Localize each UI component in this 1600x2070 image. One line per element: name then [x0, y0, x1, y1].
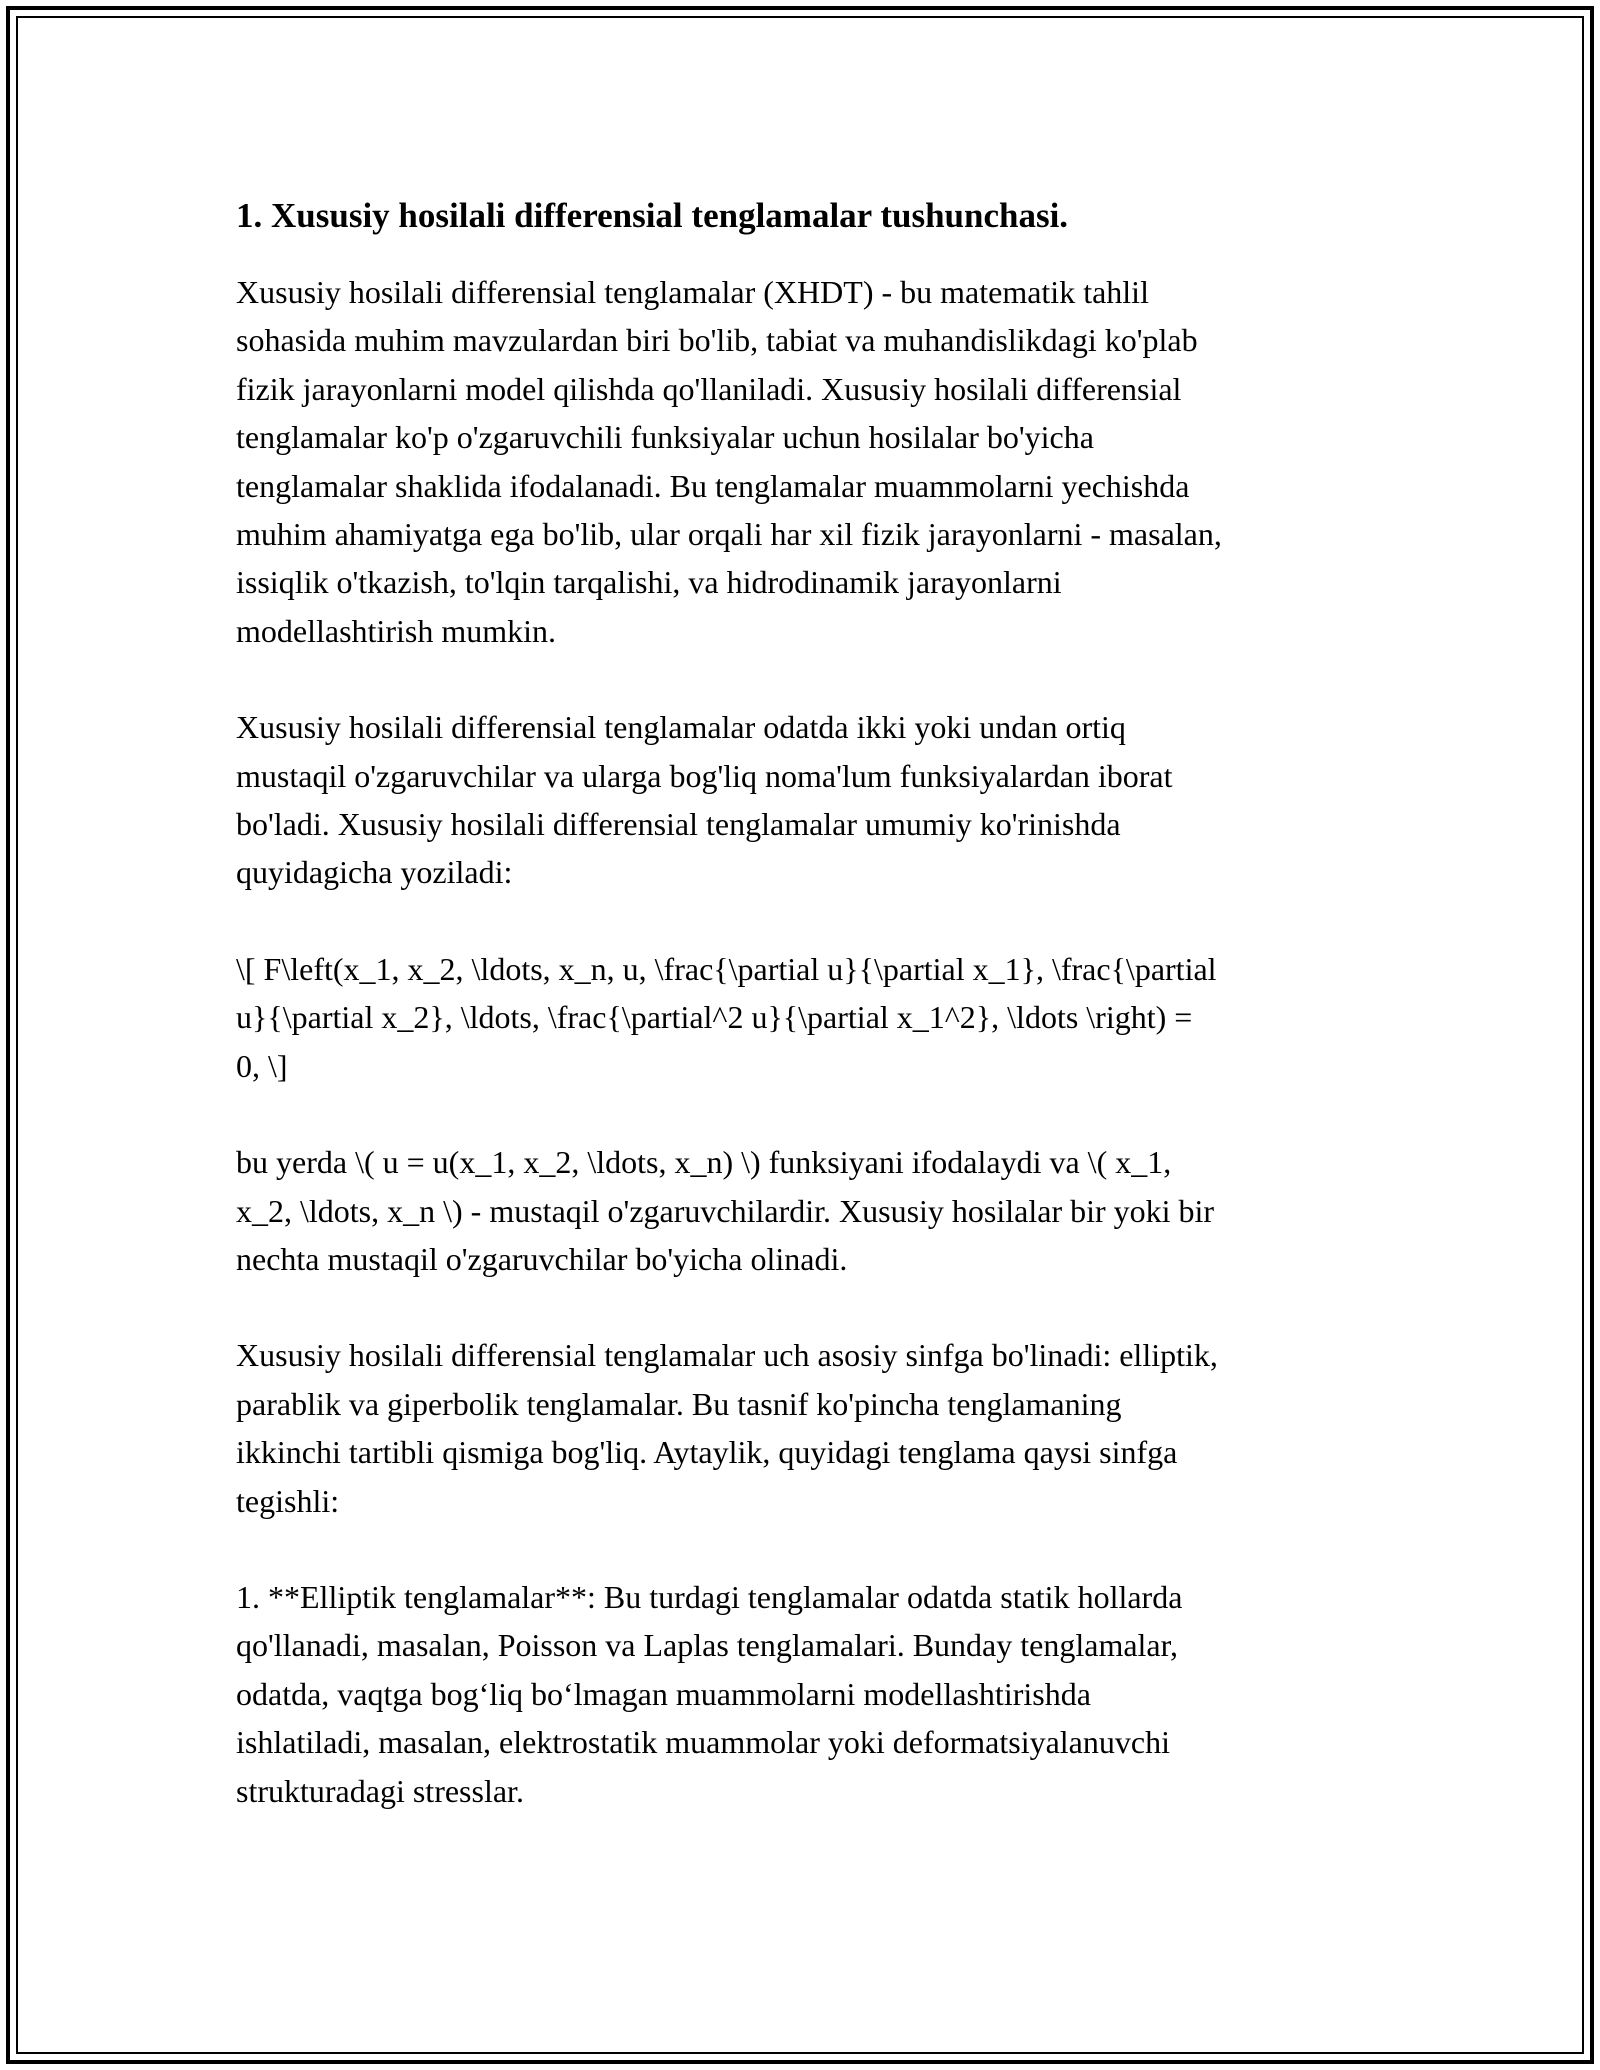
- document-body: [236, 188, 1376, 1863]
- paragraph-general-form: Xususiy hosilali differensial tenglamalar odatda ikki yoki undan ortiq mustaqil o'zgaruvchilar va ularga bog'liq noma'lum funksiyalardan iborat bo'ladi. Xususiy hosilali differensial tenglamalar umumiy ko'rinishda quyidagicha yoziladi:: [236, 709, 1173, 891]
- section-heading: 1. Xususiy hosilali differensial tenglamalar tushunchasi.: [236, 196, 1069, 235]
- paragraph-elliptic: 1. **Elliptik tenglamalar**: Bu turdagi tenglamalar odatda statik hollarda qo'llanadi, masalan, Poisson va Laplas tenglamalari. Bunday tenglamalar, odatda, vaqtga bog‘liq bo‘lmagan muammolarni modellashtirishda ishlatiladi, masalan, elektrostatik muammolar yoki deformatsiyalanuvchi strukturadagi stresslar.: [236, 1578, 1183, 1809]
- paragraph-intro: Xususiy hosilali differensial tenglamalar (XHDT) - bu matematik tahlil sohasida muhim mavzulardan biri bo'lib, tabiat va muhandislikdagi ko'plab fizik jarayonlarni model qilishda qo'llaniladi. Xususiy hosilali differensial tenglamalar ko'p o'zgaruvchili funksiyalar uchun hosilalar bo'yicha tenglamalar shaklida ifodalanadi. Bu tenglamalar muammolarni yechishda muhim ahamiyatga ega bo'lib, ular orqali har xil fizik jarayonlarni - masalan, issiqlik o'tkazish, to'lqin tarqalishi, va hidrodinamik jarayonlarni modellashtirish mumkin.: [236, 274, 1222, 649]
- paragraph-classes: Xususiy hosilali differensial tenglamalar uch asosiy sinfga bo'linadi: elliptik, parablik va giperbolik tenglamalar. Bu tasnif ko'pincha tenglamaning ikkinchi tartibli qismiga bog'liq. Aytaylik, quyidagi tenglama qaysi sinfga tegishli:: [236, 1337, 1218, 1519]
- paragraph-variables: bu yerda \( u = u(x_1, x_2, \ldots, x_n) \) funksiyani ifodalaydi va \( x_1, x_2, \ldots, x_n \) - mustaqil o'zgaruvchilardir. Xususiy hosilalar bir yoki bir nechta mustaqil o'zgaruvchilar bo'yicha olinadi.: [236, 1144, 1215, 1277]
- paragraph-equation: \[ F\left(x_1, x_2, \ldots, x_n, u, \frac{\partial u}{\partial x_1}, \frac{\partial u}{\partial x_2}, \ldots, \frac{\partial^2 u}{\partial x_1^2}, \ldots \right) = 0, \]: [236, 950, 1217, 1084]
